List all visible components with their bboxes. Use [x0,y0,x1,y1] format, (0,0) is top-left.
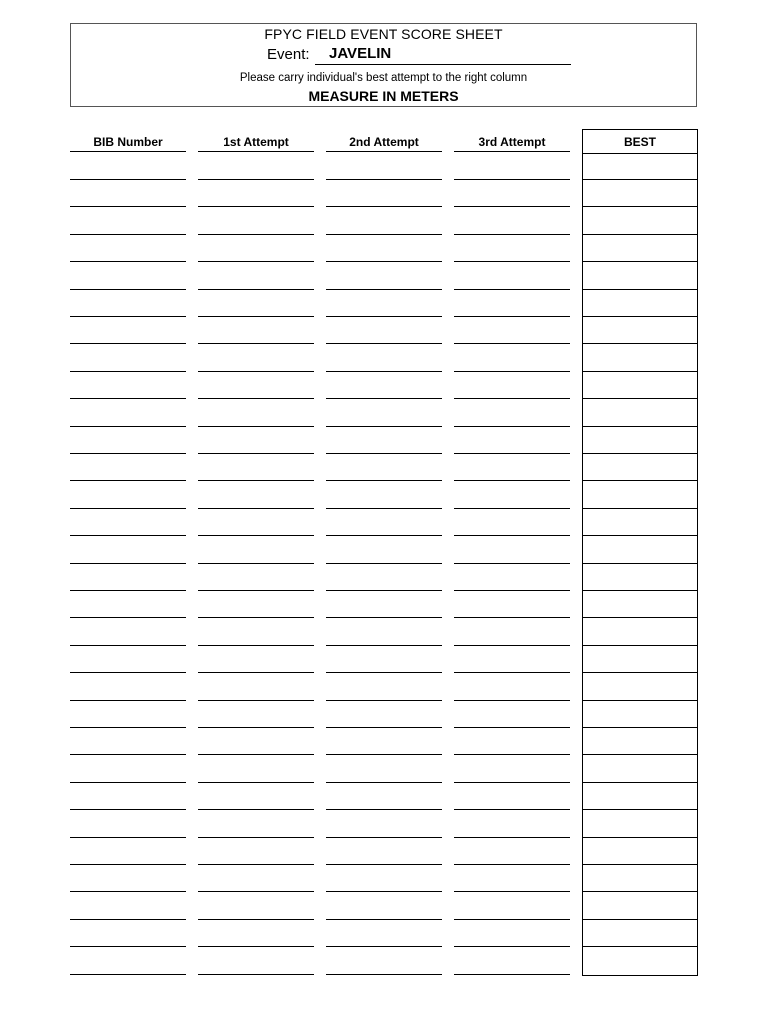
entry-line-2nd-attempt[interactable] [326,700,442,701]
best-cell-divider [583,864,697,865]
entry-line-3rd-attempt[interactable] [454,480,570,481]
entry-line-1st-attempt[interactable] [198,563,314,564]
entry-line-1st-attempt[interactable] [198,809,314,810]
entry-line-3rd-attempt[interactable] [454,837,570,838]
best-cell-divider [583,782,697,783]
entry-line-1st-attempt[interactable] [198,289,314,290]
entry-line-1st-attempt[interactable] [198,508,314,509]
best-cell-divider [583,371,697,372]
best-cell-divider [583,289,697,290]
entry-line-bib[interactable] [70,837,186,838]
entry-line-3rd-attempt[interactable] [454,864,570,865]
entry-line-2nd-attempt[interactable] [326,371,442,372]
entry-line-3rd-attempt[interactable] [454,426,570,427]
entry-line-bib[interactable] [70,343,186,344]
entry-line-2nd-attempt[interactable] [326,508,442,509]
entry-line-3rd-attempt[interactable] [454,206,570,207]
measure-note: MEASURE IN METERS [308,88,459,104]
entry-line-2nd-attempt[interactable] [326,782,442,783]
entry-line-3rd-attempt[interactable] [454,782,570,783]
best-cell-divider [583,343,697,344]
entry-line-1st-attempt[interactable] [198,891,314,892]
entry-line-bib[interactable] [70,617,186,618]
entry-line-2nd-attempt[interactable] [326,343,442,344]
entry-line-bib[interactable] [70,179,186,180]
entry-line-1st-attempt[interactable] [198,837,314,838]
entry-line-bib[interactable] [70,590,186,591]
entry-line-1st-attempt[interactable] [198,206,314,207]
entry-line-2nd-attempt[interactable] [326,946,442,947]
entry-line-bib[interactable] [70,480,186,481]
best-cell-divider [583,617,697,618]
entry-line-bib[interactable] [70,919,186,920]
best-cell-divider [583,508,697,509]
entry-line-1st-attempt[interactable] [198,590,314,591]
entry-line-bib[interactable] [70,645,186,646]
best-cell-divider [583,891,697,892]
best-cell-divider [583,261,697,262]
entry-line-3rd-attempt[interactable] [454,535,570,536]
entry-line-2nd-attempt[interactable] [326,316,442,317]
entry-line-2nd-attempt[interactable] [326,480,442,481]
entry-line-1st-attempt[interactable] [198,316,314,317]
entry-line-3rd-attempt[interactable] [454,234,570,235]
entry-line-2nd-attempt[interactable] [326,864,442,865]
entry-line-3rd-attempt[interactable] [454,563,570,564]
entry-line-bib[interactable] [70,234,186,235]
entry-line-3rd-attempt[interactable] [454,316,570,317]
entry-line-3rd-attempt[interactable] [454,891,570,892]
entry-line-2nd-attempt[interactable] [326,453,442,454]
entry-line-bib[interactable] [70,782,186,783]
entry-line-2nd-attempt[interactable] [326,837,442,838]
best-cell-divider [583,480,697,481]
entry-line-2nd-attempt[interactable] [326,563,442,564]
entry-line-3rd-attempt[interactable] [454,453,570,454]
entry-line-2nd-attempt[interactable] [326,919,442,920]
sheet-title: FPYC FIELD EVENT SCORE SHEET [264,26,503,42]
entry-line-1st-attempt[interactable] [198,261,314,262]
entry-line-3rd-attempt[interactable] [454,371,570,372]
entry-line-3rd-attempt[interactable] [454,590,570,591]
entry-line-1st-attempt[interactable] [198,946,314,947]
entry-line-1st-attempt[interactable] [198,700,314,701]
entry-line-3rd-attempt[interactable] [454,179,570,180]
entry-line-1st-attempt[interactable] [198,453,314,454]
entry-line-2nd-attempt[interactable] [326,617,442,618]
best-cell-divider [583,398,697,399]
event-value-field[interactable]: JAVELIN [315,45,571,65]
entry-line-bib[interactable] [70,891,186,892]
entry-line-1st-attempt[interactable] [198,371,314,372]
entry-line-3rd-attempt[interactable] [454,974,570,975]
entry-line-3rd-attempt[interactable] [454,809,570,810]
entry-line-1st-attempt[interactable] [198,919,314,920]
entry-line-1st-attempt[interactable] [198,234,314,235]
entry-line-bib[interactable] [70,563,186,564]
entry-line-1st-attempt[interactable] [198,727,314,728]
event-label: Event: [267,46,310,63]
best-cell-divider [583,919,697,920]
entry-line-bib[interactable] [70,809,186,810]
entry-line-1st-attempt[interactable] [198,645,314,646]
entry-line-1st-attempt[interactable] [198,864,314,865]
entry-line-bib[interactable] [70,398,186,399]
column-header-2nd-attempt: 2nd Attempt [326,134,442,152]
entry-line-3rd-attempt[interactable] [454,672,570,673]
entry-line-bib[interactable] [70,535,186,536]
best-cell-divider [583,206,697,207]
entry-line-1st-attempt[interactable] [198,426,314,427]
entry-line-bib[interactable] [70,727,186,728]
entry-line-2nd-attempt[interactable] [326,590,442,591]
entry-line-1st-attempt[interactable] [198,617,314,618]
entry-line-2nd-attempt[interactable] [326,809,442,810]
entry-line-1st-attempt[interactable] [198,179,314,180]
column-header-bib: BIB Number [70,134,186,152]
entry-line-3rd-attempt[interactable] [454,645,570,646]
entry-line-3rd-attempt[interactable] [454,919,570,920]
best-cell-divider [583,316,697,317]
best-cell-divider [583,645,697,646]
entry-line-bib[interactable] [70,946,186,947]
entry-line-3rd-attempt[interactable] [454,261,570,262]
best-cell-divider [583,946,697,947]
entry-line-bib[interactable] [70,974,186,975]
entry-line-bib[interactable] [70,453,186,454]
entry-line-1st-attempt[interactable] [198,480,314,481]
entry-line-2nd-attempt[interactable] [326,754,442,755]
entry-line-3rd-attempt[interactable] [454,727,570,728]
entry-line-3rd-attempt[interactable] [454,508,570,509]
entry-line-3rd-attempt[interactable] [454,754,570,755]
entry-line-2nd-attempt[interactable] [326,535,442,536]
entry-line-1st-attempt[interactable] [198,535,314,536]
entry-line-2nd-attempt[interactable] [326,261,442,262]
entry-line-1st-attempt[interactable] [198,343,314,344]
entry-line-3rd-attempt[interactable] [454,289,570,290]
entry-line-bib[interactable] [70,864,186,865]
entry-line-2nd-attempt[interactable] [326,974,442,975]
best-cell-divider [583,426,697,427]
entry-line-bib[interactable] [70,508,186,509]
entry-line-2nd-attempt[interactable] [326,645,442,646]
entry-line-bib[interactable] [70,289,186,290]
entry-line-3rd-attempt[interactable] [454,398,570,399]
entry-line-2nd-attempt[interactable] [326,672,442,673]
entry-line-1st-attempt[interactable] [198,782,314,783]
best-cell-divider [583,590,697,591]
entry-line-1st-attempt[interactable] [198,754,314,755]
best-cell-divider [583,672,697,673]
entry-line-1st-attempt[interactable] [198,398,314,399]
entry-line-bib[interactable] [70,261,186,262]
best-cell-divider [583,535,697,536]
entry-line-bib[interactable] [70,316,186,317]
best-cell-divider [583,700,697,701]
entry-line-2nd-attempt[interactable] [326,179,442,180]
entry-line-3rd-attempt[interactable] [454,700,570,701]
best-cell-divider [583,453,697,454]
entry-line-bib[interactable] [70,700,186,701]
entry-line-bib[interactable] [70,754,186,755]
entry-line-bib[interactable] [70,426,186,427]
entry-line-3rd-attempt[interactable] [454,617,570,618]
entry-line-3rd-attempt[interactable] [454,343,570,344]
entry-line-bib[interactable] [70,206,186,207]
column-header-1st-attempt: 1st Attempt [198,134,314,152]
entry-line-2nd-attempt[interactable] [326,289,442,290]
best-cell-divider [583,234,697,235]
best-column-box [582,129,698,976]
column-header-best: BEST [623,135,656,149]
best-cell-divider [583,809,697,810]
instructions-text: Please carry individual's best attempt to the right column [239,72,528,84]
entry-line-2nd-attempt[interactable] [326,891,442,892]
best-cell-divider [583,179,697,180]
best-header-divider [583,153,697,154]
entry-line-bib[interactable] [70,672,186,673]
best-cell-divider [583,563,697,564]
column-header-3rd-attempt: 3rd Attempt [454,134,570,152]
entry-line-2nd-attempt[interactable] [326,426,442,427]
entry-line-2nd-attempt[interactable] [326,727,442,728]
sheet-header [70,23,697,107]
entry-line-bib[interactable] [70,371,186,372]
best-cell-divider [583,837,697,838]
entry-line-2nd-attempt[interactable] [326,234,442,235]
best-cell-divider [583,727,697,728]
best-cell-divider [583,754,697,755]
entry-line-1st-attempt[interactable] [198,974,314,975]
entry-line-2nd-attempt[interactable] [326,398,442,399]
entry-line-1st-attempt[interactable] [198,672,314,673]
entry-line-2nd-attempt[interactable] [326,206,442,207]
entry-line-3rd-attempt[interactable] [454,946,570,947]
